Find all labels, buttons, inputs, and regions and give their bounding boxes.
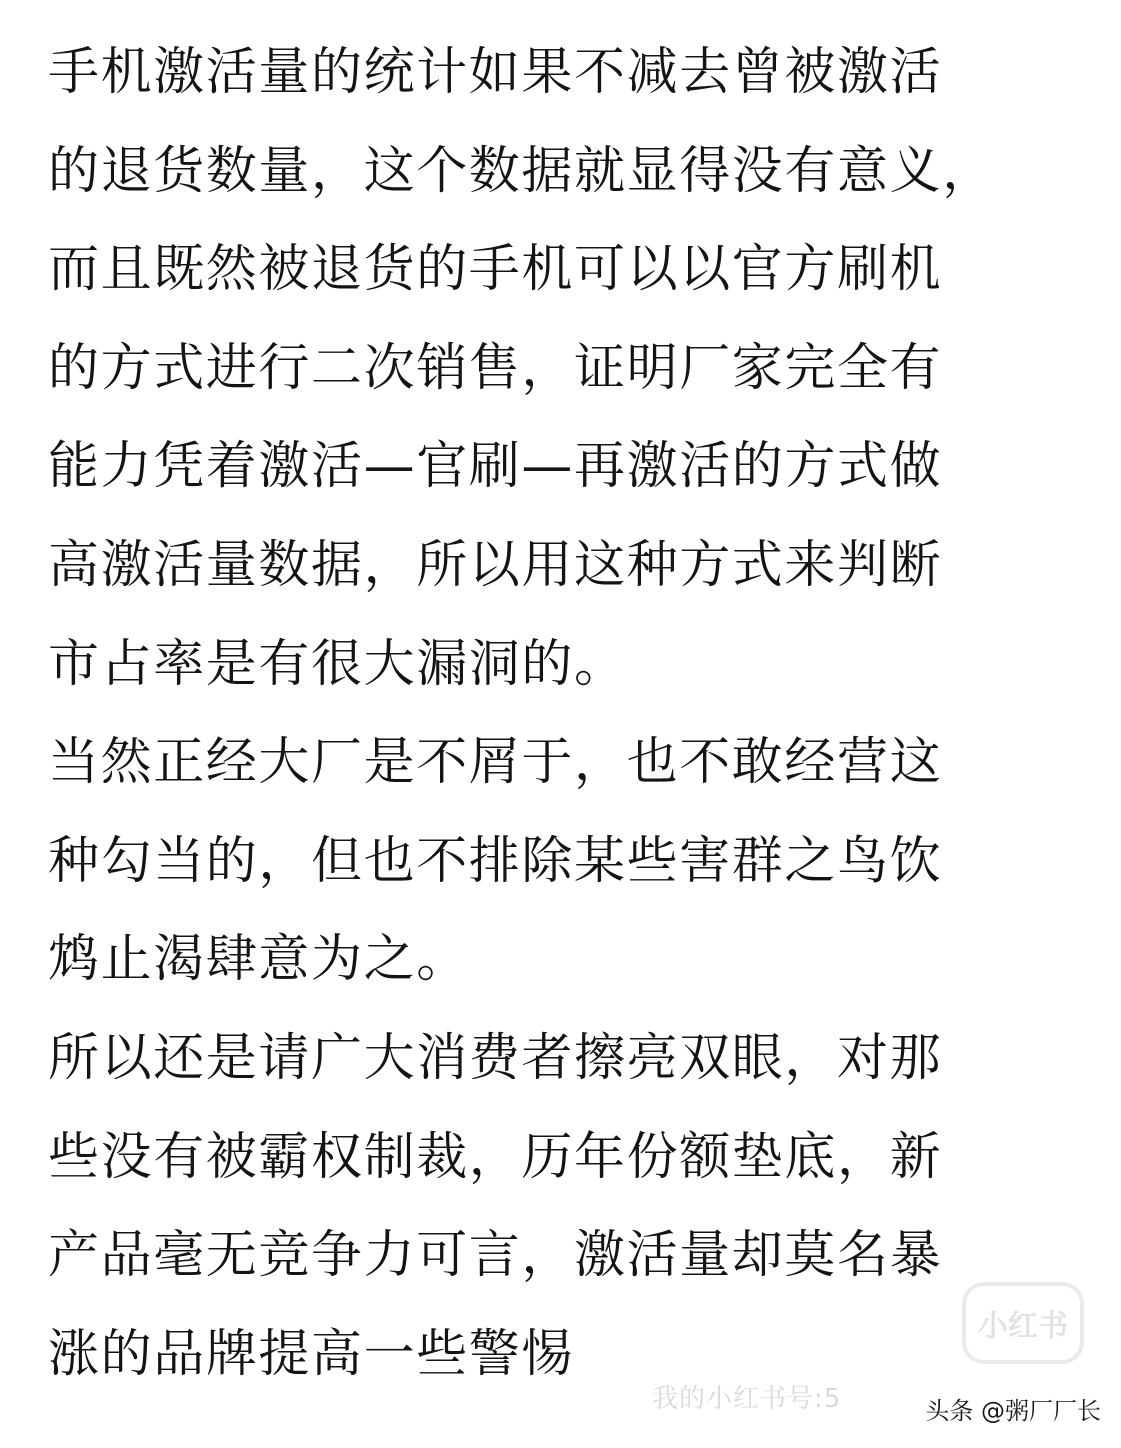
text-line: 的退货数量，这个数据就显得没有意义，: [48, 141, 995, 201]
xiaohongshu-id-watermark: 我的小红书号:5: [652, 1384, 842, 1414]
text-line: 的方式进行二次销售，证明厂家完全有: [48, 338, 943, 398]
text-line: 涨的品牌提高一些警惕: [48, 1324, 575, 1384]
text-line: 所以还是请广大消费者擦亮双眼，对那: [48, 1028, 943, 1088]
text-line: 而且既然被退货的手机可以以官方刷机: [48, 240, 943, 300]
text-line: 当然正经大厂是不屑于，也不敢经营这: [48, 733, 943, 793]
text-line: 鸩止渴肆意为之。: [48, 930, 469, 990]
text-line: 高激活量数据，所以用这种方式来判断: [48, 535, 943, 595]
text-line: 种勾当的，但也不排除某些害群之鸟饮: [48, 831, 943, 891]
article-text: [48, 24, 1088, 1404]
text-line: 市占率是有很大漏洞的。: [48, 634, 627, 694]
text-line: 能力凭着激活—官刷—再激活的方式做: [48, 437, 943, 497]
text-line: 些没有被霸权制裁，历年份额垫底，新: [48, 1127, 943, 1187]
xiaohongshu-logo-watermark: 小红书: [962, 1282, 1084, 1364]
text-line: 手机激活量的统计如果不减去曾被激活: [48, 43, 943, 102]
text-line: 产品毫无竞争力可言，激活量却莫名暴: [48, 1226, 943, 1286]
toutiao-author-watermark: 头条 @粥厂厂长: [925, 1397, 1101, 1425]
